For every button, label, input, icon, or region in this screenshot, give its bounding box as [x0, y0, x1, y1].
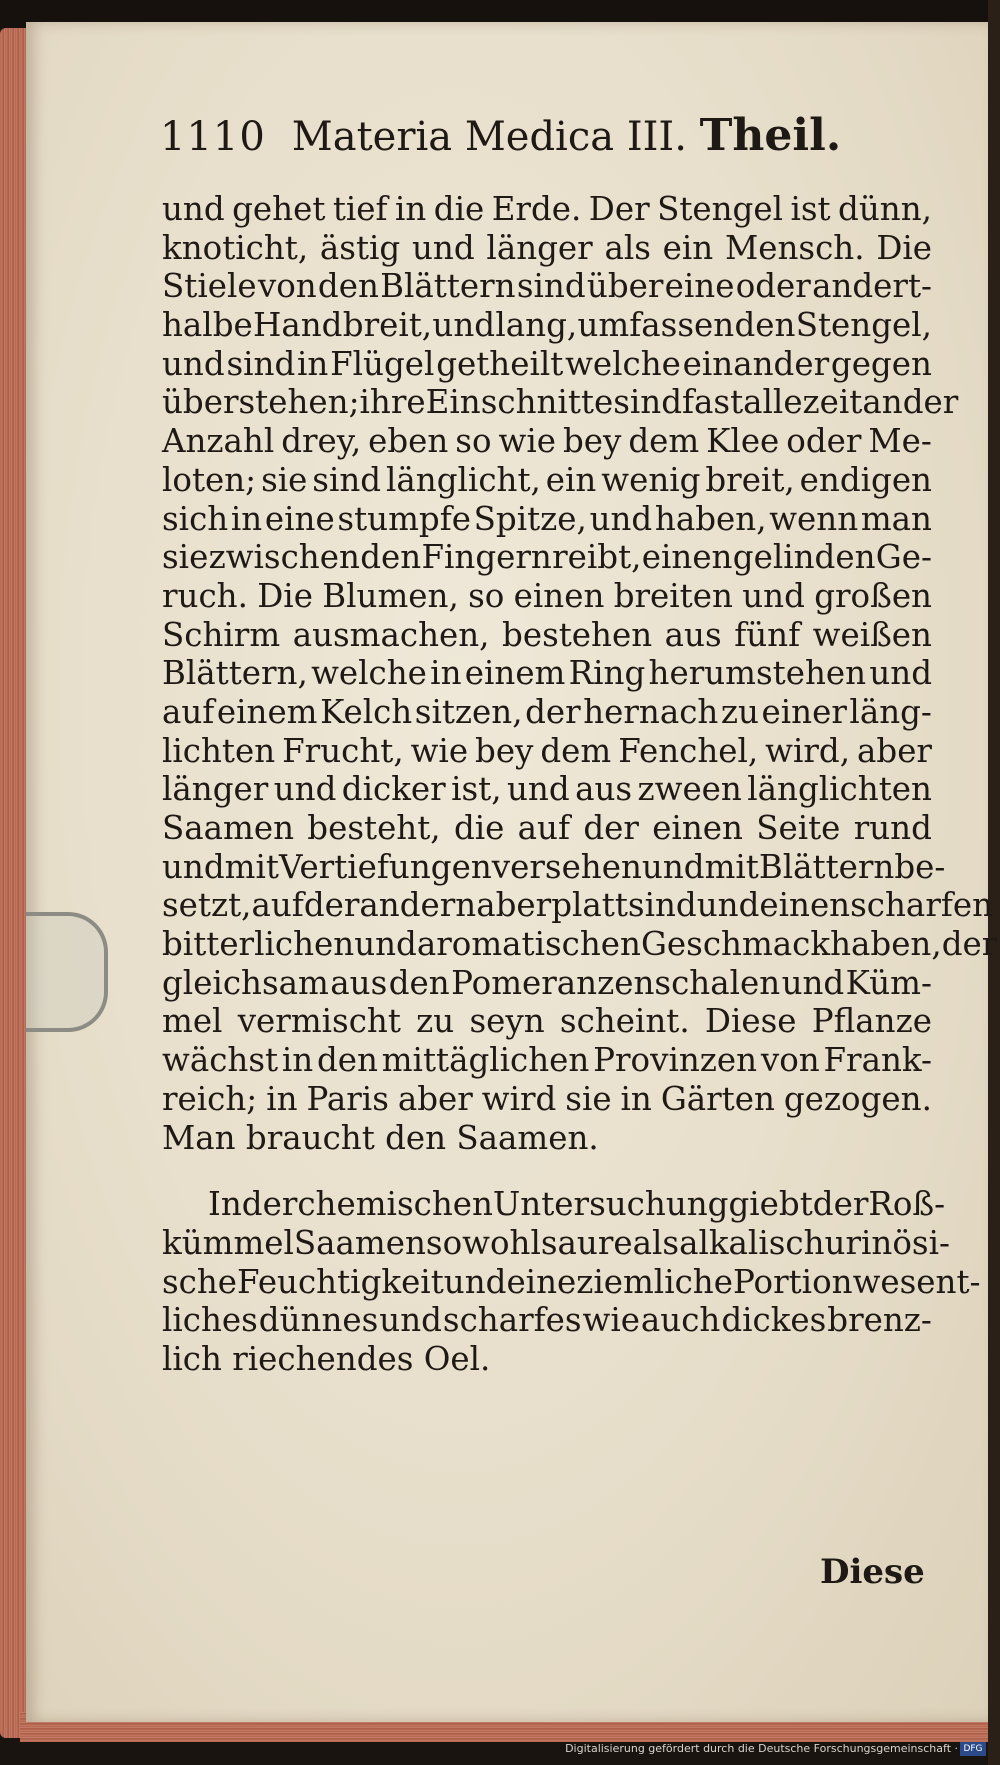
running-head-part: Theil.: [699, 110, 842, 161]
text-line: Stiele von den Blättern sind über eine oder andert-: [162, 267, 932, 306]
text-line: loten; sie sind länglicht, ein wenig breit, endigen: [162, 460, 932, 499]
dfg-logo: DFG: [960, 1742, 986, 1756]
text-line: wächst in den mittäglichen Provinzen von Frank-: [162, 1041, 932, 1080]
text-line: länger und dicker ist, und aus zween länglichten: [162, 770, 932, 809]
text-line: ruch. Die Blumen, so einen breiten und großen: [162, 576, 932, 615]
paragraph-2: [162, 1185, 981, 1378]
page-header: [160, 110, 880, 166]
catchword: Diese: [820, 1552, 925, 1592]
text-line: und mit Vertiefungen versehen und mit Blättern be-: [162, 847, 946, 886]
page-number: 1110: [160, 114, 266, 160]
text-line: sich in eine stumpfe Spitze, und haben, wenn man: [162, 499, 932, 538]
text-line: bitterlichen und aromatischen Geschmack haben, der: [162, 925, 998, 964]
text-line: Saamen besteht, die auf der einen Seite rund: [162, 809, 932, 847]
text-line: mel vermischt zu seyn scheint. Diese Pflanze: [162, 1002, 932, 1041]
body-text: [162, 190, 998, 1379]
text-line: und gehet tief in die Erde. Der Stengel ist dünn,: [162, 190, 932, 228]
text-line: setzt, auf der andern aber platt sind und einen scharfen: [162, 886, 994, 925]
digitization-credit: Digitalisierung gefördert durch die Deutsche Forschungsgemeinschaft ·: [565, 1742, 958, 1755]
text-line: lichten Frucht, wie bey dem Fenchel, wird, aber: [162, 731, 932, 770]
text-line: Schirm ausmachen, bestehen aus fünf weißen: [162, 615, 932, 654]
text-line: kümmel Saamen so wohl saure als alkalisch urinösi-: [162, 1223, 950, 1262]
text-line: knoticht, ästig und länger als ein Mensch. Die: [162, 228, 932, 267]
text-line: halbe Hand breit, und lang, umfassen den Stengel,: [162, 306, 932, 345]
text-line: überstehen; ihre Einschnitte sind fast allezeit an der: [162, 383, 959, 422]
scan-background-right: [988, 0, 1000, 1765]
text-line: In der chemischen Untersuchung giebt der Roß-: [208, 1185, 946, 1224]
text-line: Man braucht den Saamen.: [162, 1118, 599, 1157]
page-clip-icon: [26, 912, 108, 1032]
text-line: sie zwischen den Fingern reibt, einen gelinden Ge-: [162, 538, 932, 577]
text-line: liches dünnes und scharfes wie auch dickes brenz-: [162, 1301, 932, 1340]
text-line: reich; in Paris aber wird sie in Gärten gezogen.: [162, 1079, 932, 1118]
text-line: auf einem Kelch sitzen, der hernach zu einer läng-: [162, 692, 932, 731]
running-head-title: Materia Medica III.: [291, 114, 687, 160]
text-line: sche Feuchtigkeit und eine ziemliche Portion wesent-: [162, 1262, 981, 1301]
paragraph-1: [162, 190, 998, 1157]
text-line: Blättern, welche in einem Ring herumstehen und: [162, 654, 932, 693]
paragraph-gap: [162, 1157, 932, 1185]
running-head: [292, 110, 841, 161]
text-line: Anzahl drey, eben so wie bey dem Klee oder Me-: [162, 422, 932, 461]
text-line: und sind in Flügel getheilt welche einander gegen: [162, 344, 932, 383]
text-line: lich riechendes Oel.: [162, 1339, 491, 1378]
text-line: gleichsam aus den Pomeranzenschalen und Küm-: [162, 963, 932, 1002]
